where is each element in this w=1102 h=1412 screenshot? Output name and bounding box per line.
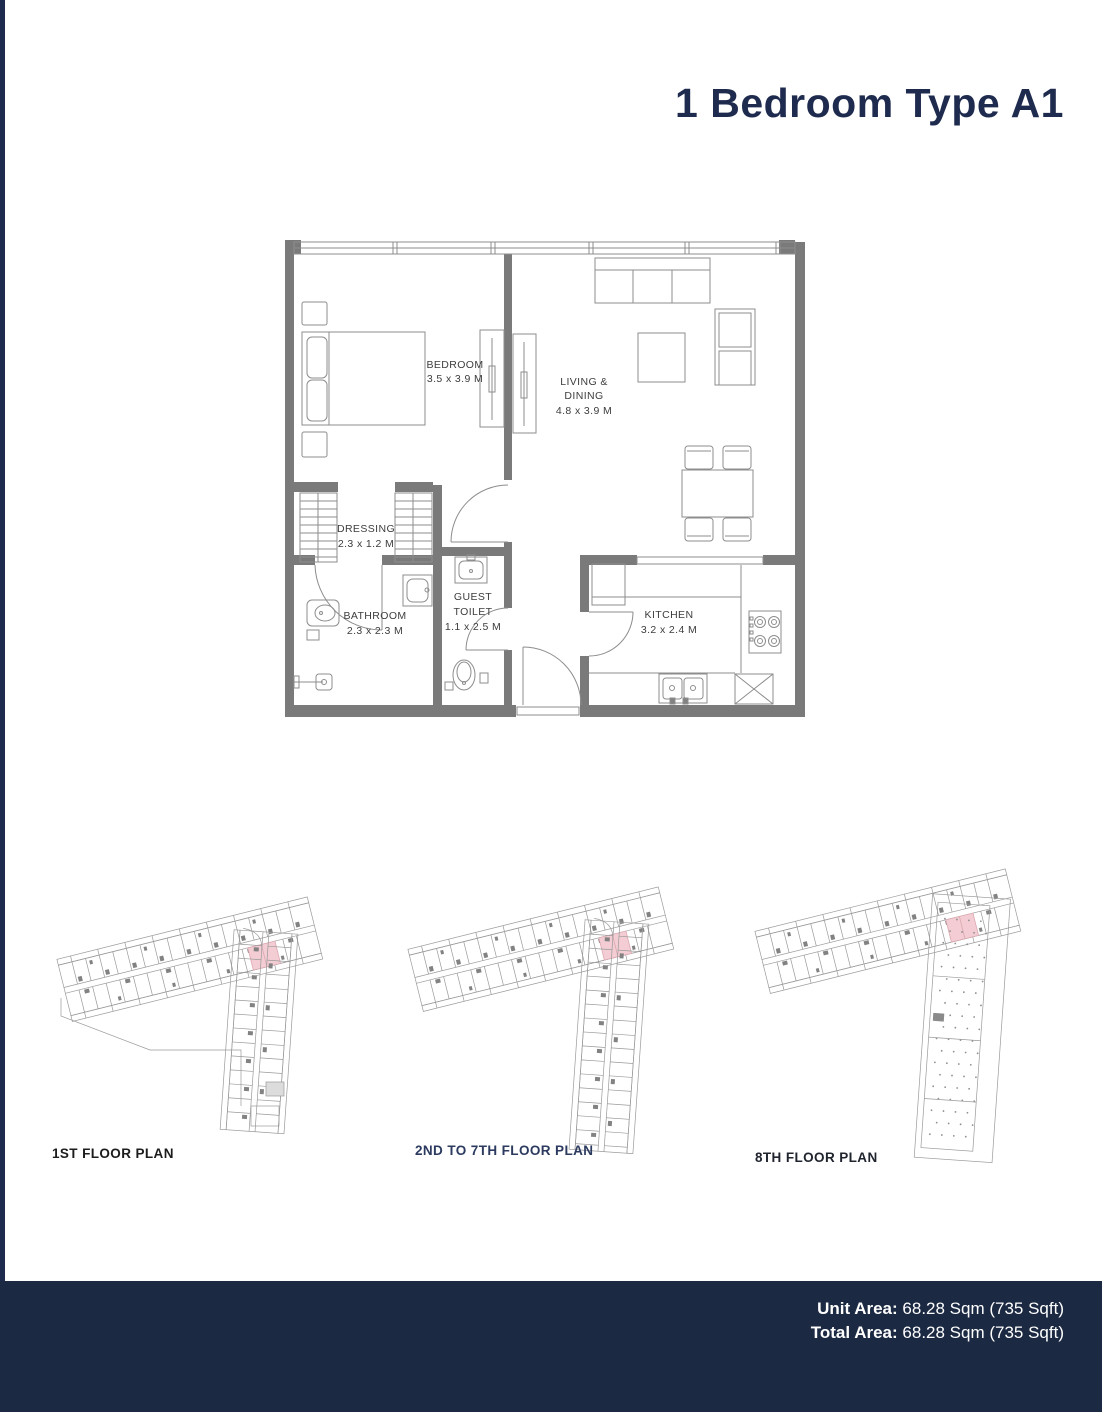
kitchen-label: KITCHEN [644, 609, 694, 621]
unit-area-line [811, 1297, 1064, 1321]
guest-toilet-label-2: TOILET [453, 606, 493, 618]
floor-plan-label-8th: 8TH FLOOR PLAN [755, 1150, 878, 1165]
walls [285, 240, 805, 717]
wing-a [408, 887, 674, 1012]
wing-a [755, 869, 1021, 994]
living-label-1: LIVING & [560, 376, 608, 388]
mini-plan-2nd-7th-floor [396, 858, 736, 1188]
area-summary [811, 1297, 1064, 1345]
living-furniture [595, 258, 755, 385]
kitchen-passthrough-counter [637, 557, 763, 564]
room-labels [337, 359, 697, 637]
guest-toilet-dims: 1.1 x 2.5 M [444, 621, 502, 633]
bedroom-dims: 3.5 x 3.9 M [426, 373, 484, 385]
bathroom-dims: 2.3 x 2.3 M [346, 625, 404, 637]
total-area-line [811, 1321, 1064, 1345]
dressing-dims: 2.3 x 1.2 M [337, 538, 395, 550]
total-area-value: 68.28 Sqm (735 Sqft) [902, 1323, 1064, 1342]
mini-plan-8th-floor [743, 840, 1083, 1170]
unit-area-label: Unit Area: [817, 1299, 898, 1318]
total-area-label: Total Area: [810, 1323, 898, 1342]
unit-floor-plan [283, 230, 823, 730]
highlighted-unit [946, 913, 979, 942]
floor-plan-label-2nd-7th: 2ND TO 7TH FLOOR PLAN [415, 1143, 594, 1158]
dressing-label: DRESSING [336, 523, 396, 535]
kitchen-dims: 3.2 x 2.4 M [640, 624, 698, 636]
living-label-2: DINING [564, 390, 604, 402]
window-band [294, 242, 795, 254]
page-title: 1 Bedroom Type A1 [675, 80, 1064, 126]
wing-a [57, 897, 323, 1022]
bathroom-label: BATHROOM [343, 610, 407, 622]
unit-area-value: 68.28 Sqm (735 Sqft) [902, 1299, 1064, 1318]
bedroom-furniture [302, 302, 536, 457]
guest-toilet-label-1: GUEST [453, 591, 493, 603]
page-left-border [0, 0, 5, 1412]
bedroom-label: BEDROOM [426, 359, 484, 371]
living-dims: 4.8 x 3.9 M [555, 405, 613, 417]
footer-bar [0, 1281, 1102, 1412]
dining-set [682, 446, 753, 541]
floor-plan-label-1st: 1ST FLOOR PLAN [52, 1146, 174, 1161]
